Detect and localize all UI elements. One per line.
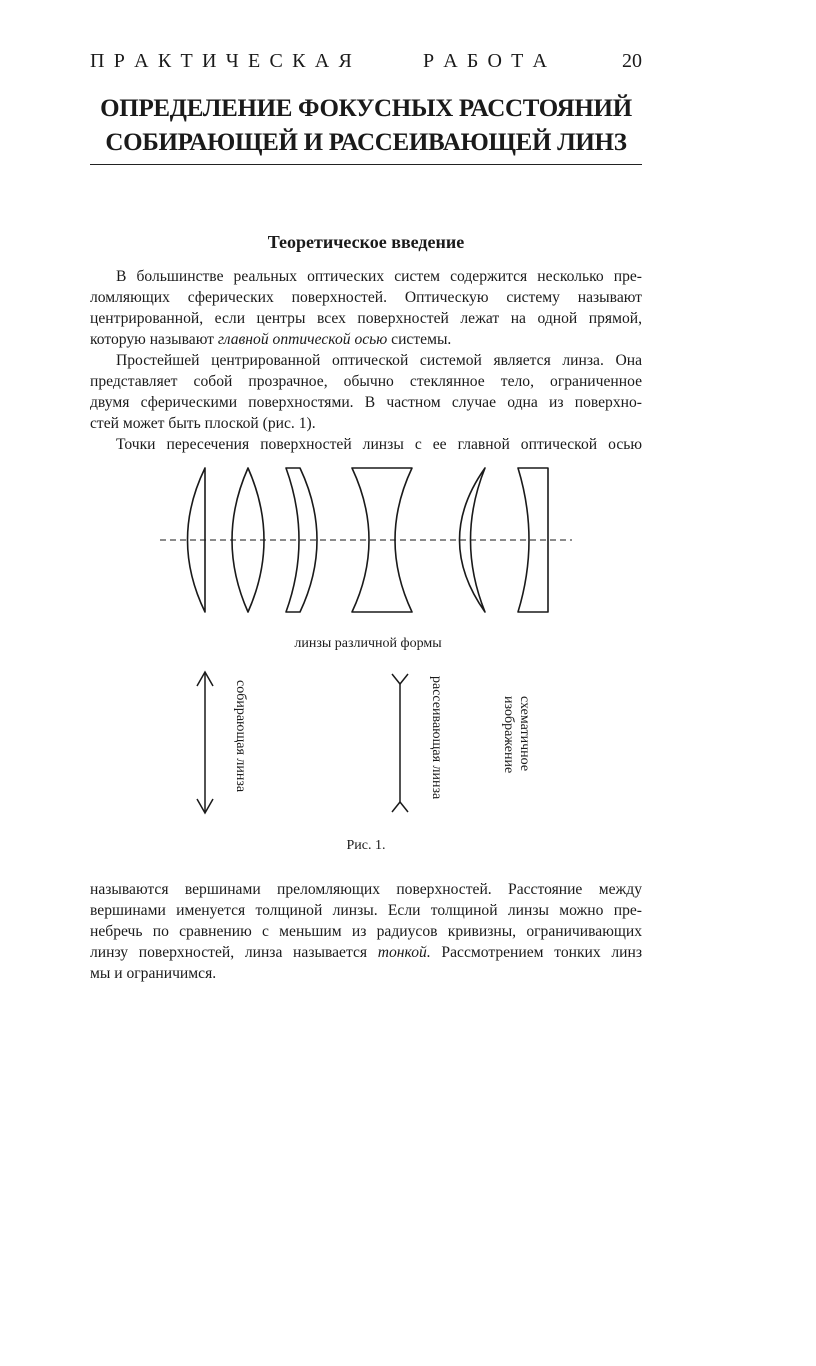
paragraph1-line4 xyxy=(90,329,642,350)
lens-diagram xyxy=(0,450,816,870)
paragraph2-line1: Простейшей центрированной оптической системой является линза. Она xyxy=(116,352,642,369)
running-head-letter: Е xyxy=(248,50,261,72)
paragraph4-line4-after: Рассмотрением тонких линз xyxy=(430,944,642,961)
schematic-label-line2: изображение xyxy=(501,696,516,774)
text-block-intro xyxy=(90,266,642,455)
title-divider xyxy=(90,164,642,165)
running-head-letter: Р xyxy=(423,50,435,72)
running-head-letter: А xyxy=(532,50,547,72)
paragraph2-line4: стей может быть плоской (рис. 1). xyxy=(90,415,316,432)
lenses-caption: линзы различной формы xyxy=(294,636,442,651)
paragraph4-line4-before: линзу поверхностей, линза называется xyxy=(90,944,378,961)
paragraph2-line2: представляет собой прозрачное, обычно стеклянное тело, ограниченное xyxy=(90,373,642,390)
paragraph4-line2: вершинами именуется толщиной линзы. Если толщиной линзы можно пре- xyxy=(90,902,642,919)
running-head-letter: Я xyxy=(338,50,352,72)
running-head xyxy=(90,50,642,73)
schematic-label xyxy=(500,696,532,773)
paragraph4-line4-italic: тонкой. xyxy=(377,944,431,961)
page-title-line1: ОПРЕДЕЛЕНИЕ ФОКУСНЫХ РАССТОЯНИЙ xyxy=(100,95,632,122)
running-head-letter: А xyxy=(314,50,330,72)
running-head-letter: Б xyxy=(466,50,479,72)
paragraph4-line4 xyxy=(90,942,642,963)
page-title-line2: СОБИРАЮЩЕЙ И РАССЕИВАЮЩЕЙ ЛИНЗ xyxy=(105,129,627,156)
paragraph4-line3: небречь по сравнению с меньшим из радиусов кривизны, ограничивающих xyxy=(90,923,642,940)
paragraph1-line1: В большинстве реальных оптических систем содержится несколько пре- xyxy=(116,268,642,285)
figure-1 xyxy=(0,450,816,870)
diverging-tip-bottom xyxy=(392,802,408,812)
running-head-letter: С xyxy=(269,50,283,72)
paragraph1-line4-before: которую называют xyxy=(90,331,218,348)
running-head-letter: К xyxy=(157,50,172,72)
paragraph2-line3: двумя сферическими поверхностями. В частном случае одна из поверхно- xyxy=(90,394,642,411)
running-head-letter: Т xyxy=(511,50,524,72)
section-title: Теоретическое введение xyxy=(267,232,465,252)
diverging-lens-label: рассеивающая линза xyxy=(429,676,444,800)
paragraph4-line5: мы и ограничимся. xyxy=(90,965,217,982)
figure-caption: Рис. 1. xyxy=(346,838,386,853)
running-head-letter: О xyxy=(487,50,502,72)
running-head-word1 xyxy=(90,50,352,73)
running-head-letter: А xyxy=(134,50,149,72)
running-head-letter: П xyxy=(90,50,105,72)
paragraph1-line4-italic: главной оптической осью xyxy=(217,331,388,348)
schematic-label-line1: схематичное xyxy=(517,696,532,772)
running-head-letter: Р xyxy=(113,50,125,72)
paragraph1-line3: центрированной, если центры всех поверхностей лежат на одной прямой, xyxy=(90,310,642,327)
paragraph3-line1: Точки пересечения поверхностей линзы с ее главной оптической осью xyxy=(116,436,642,453)
running-head-word2 xyxy=(423,50,547,73)
biconvex-lens-shape xyxy=(232,468,264,612)
running-head-letter: А xyxy=(443,50,458,72)
paragraph1-line4-after: системы. xyxy=(387,331,452,348)
running-head-letter: Т xyxy=(180,50,193,72)
page-title xyxy=(90,92,642,160)
running-head-letter: Ч xyxy=(225,50,239,72)
paragraph1-line2: ломляющих сферических поверхностей. Оптическую систему называют xyxy=(90,289,642,306)
diverging-tip-top xyxy=(392,674,408,684)
running-head-letter: И xyxy=(202,50,217,72)
converging-lens-label: собирающая линза xyxy=(233,680,248,793)
text-block-continued xyxy=(90,879,642,984)
running-head-letter: К xyxy=(292,50,306,72)
running-head-number: 20 xyxy=(622,50,642,72)
paragraph4-line1: называются вершинами преломляющих поверхностей. Расстояние между xyxy=(90,881,642,898)
